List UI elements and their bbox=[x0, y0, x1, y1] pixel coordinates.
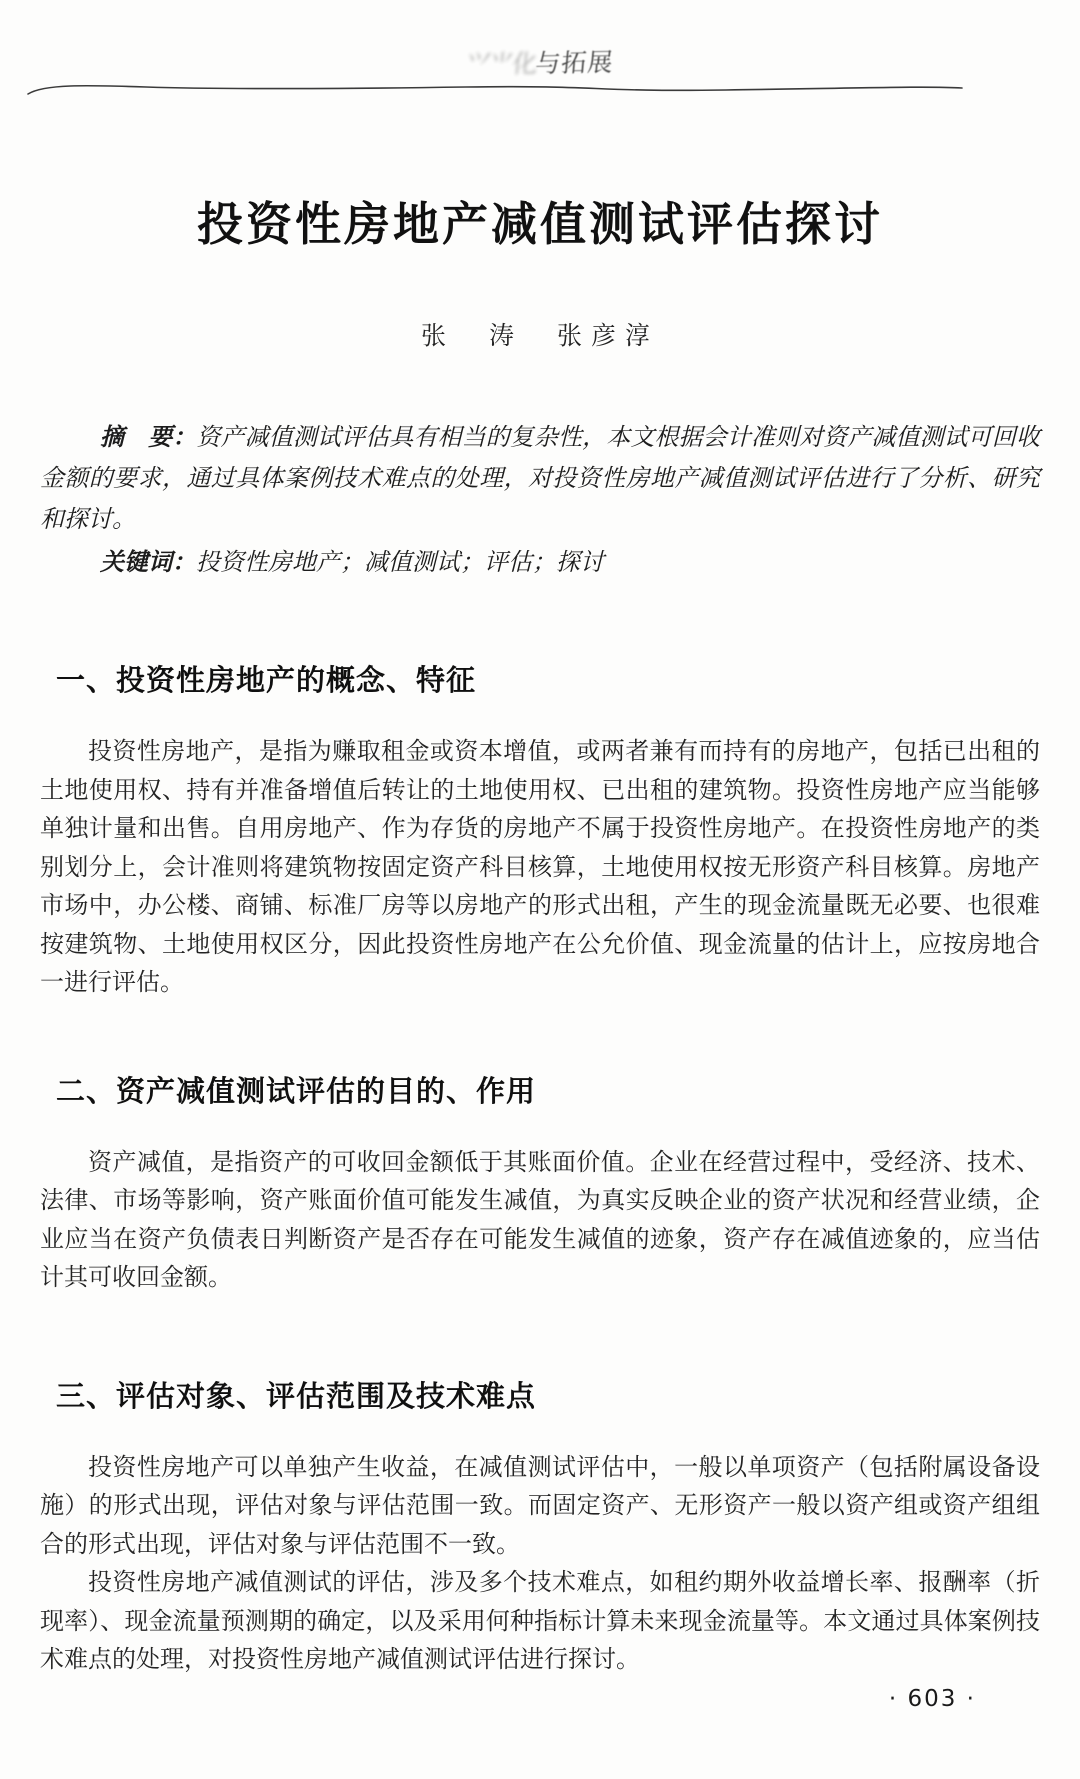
running-head-faded-fragment: ⺍⺌化 bbox=[464, 51, 537, 80]
keywords-paragraph bbox=[40, 543, 1040, 584]
section-1 bbox=[40, 658, 1040, 1003]
section-2 bbox=[40, 1069, 1040, 1298]
section-1-heading: 一、投资性房地产的概念、特征 bbox=[56, 665, 477, 697]
running-head-text: 与拓展 bbox=[534, 49, 615, 79]
keywords-label: 关键词： bbox=[100, 550, 196, 576]
section-1-paragraph-1: 投资性房地产，是指为赚取租金或资本增值，或两者兼有而持有的房地产，包括已出租的土地使用权、持有并准备增值后转让的土地使用权、已出租的建筑物。投资性房地产应当能够单独计量和出售。自用房地产、作为存货的房地产不属于投资性房地产。在投资性房地产的类别划分上，会计准则将建筑物按固定资产科目核算，土地使用权按无形资产科目核算。房地产市场中，办公楼、商铺、标准厂房等以房地产的形式出租，产生的现金流量既无必要、也很难按建筑物、土地使用权区分，因此投资性房地产在公允价值、现金流量的估计上，应按房地合一进行评估。 bbox=[40, 739, 1040, 996]
section-2-paragraph-1: 资产减值，是指资产的可收回金额低于其账面价值。企业在经营过程中，受经济、技术、法律、市场等影响，资产账面价值可能发生减值，为真实反映企业的资产状况和经营业绩，企业应当在资产负债表日判断资产是否存在可能发生减值的迹象，资产存在减值迹象的，应当估计其可收回金额。 bbox=[40, 1149, 1040, 1291]
abstract-text: 资产减值测试评估具有相当的复杂性，本文根据会计准则对资产减值测试可回收金额的要求，通过具体案例技术难点的处理，对投资性房地产减值测试评估进行了分析、研究和探讨。 bbox=[40, 425, 1040, 533]
authors-line: 张 涛 张彦淳 bbox=[420, 323, 659, 350]
keywords-text: 投资性房地产；减值测试；评估；探讨 bbox=[196, 550, 604, 576]
section-2-heading: 二、资产减值测试评估的目的、作用 bbox=[56, 1075, 537, 1108]
section-3-paragraph-2: 投资性房地产减值测试的评估，涉及多个技术难点，如租约期外收益增长率、报酬率（折现率）、现金流量预测期的确定，以及采用何种指标计算未来现金流量等。本文通过具体案例技术难点的处理，对投资性房地产减值测试评估进行探讨。 bbox=[40, 1570, 1040, 1673]
abstract-block bbox=[40, 418, 1040, 584]
header-rule bbox=[26, 78, 966, 98]
abstract-paragraph bbox=[40, 418, 1040, 541]
section-3 bbox=[40, 1374, 1040, 1680]
section-3-heading: 三、评估对象、评估范围及技术难点 bbox=[56, 1380, 537, 1413]
section-3-paragraph-1: 投资性房地产可以单独产生收益，在减值测试评估中，一般以单项资产（包括附属设备设施）的形式出现，评估对象与评估范围一致。而固定资产、无形资产一般以资产组或资产组组合的形式出现，评估对象与评估范围不一致。 bbox=[40, 1454, 1040, 1558]
abstract-label: 摘 要： bbox=[100, 425, 197, 451]
article-title: 投资性房地产减值测试评估探讨 bbox=[197, 199, 883, 250]
page-number: · 603 · bbox=[888, 1686, 976, 1712]
